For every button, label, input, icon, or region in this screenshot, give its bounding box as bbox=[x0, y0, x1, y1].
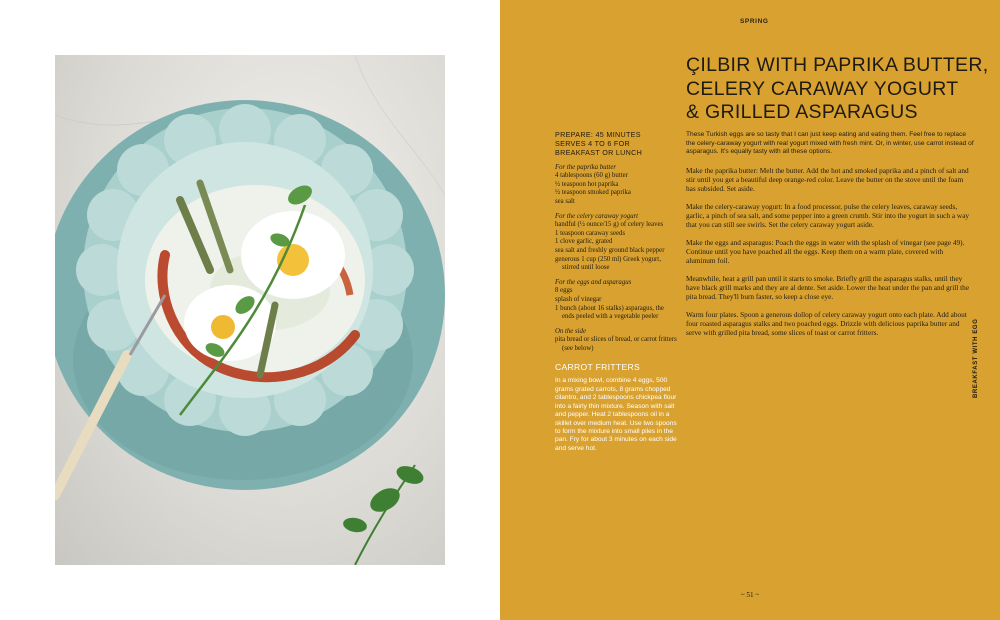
chapter-side-tab: BREAKFAST WITH EGG bbox=[973, 318, 979, 398]
method-step: Make the celery-caraway yogurt: In a food processor, pulse the celery leaves, caraway seeds, garlic, a pinch of sea salt, and some pepper into a green crumb. Stir into the yogurt in such a way that you can still see swirls. Set the celery caraway yogurt aside. bbox=[686, 202, 970, 230]
ingredients-sidebar bbox=[555, 130, 677, 453]
prepare-time: PREPARE: 45 MINUTES bbox=[555, 130, 641, 139]
ingredient-heading: For the celery caraway yogurt bbox=[555, 212, 639, 220]
ingredient-item: 1 bunch (about 16 stalks) asparagus, the ends peeled with a vegetable peeler bbox=[555, 304, 664, 321]
ingredient-item: sea salt and freshly ground black pepper bbox=[555, 246, 665, 254]
page-number: ~ 51 ~ bbox=[740, 591, 760, 599]
ingredient-item: pita bread or slices of bread, or carrot fritters (see below) bbox=[555, 336, 677, 352]
ingredient-item: splash of vinegar bbox=[555, 295, 602, 303]
ingredient-heading: For the eggs and asparagus bbox=[555, 278, 632, 286]
method-step: Make the eggs and asparagus: Poach the eggs in water with the splash of vinegar (see page 49). Continue until you have poached all the eggs. Keep them on a warm plate, covered with aluminum foil. bbox=[686, 238, 965, 266]
ingredient-item: 4 tablespoons (60 g) butter bbox=[555, 172, 628, 180]
ingredient-item: 8 eggs bbox=[555, 287, 573, 295]
method-step: Warm four plates. Spoon a generous dollop of celery caraway yogurt onto each plate. Add about four roasted asparagus stalks and two poached eggs. Drizzle with delicious paprika butter and serve with grilled pita bread, some slices of toast or carrot fritters. bbox=[686, 310, 967, 338]
title-line: CELERY CARAWAY YOGURT bbox=[686, 77, 959, 100]
recipe-meta bbox=[555, 130, 677, 158]
method-column bbox=[686, 131, 974, 346]
recipe-title bbox=[686, 54, 989, 125]
method-step: Meanwhile, heat a grill pan until it starts to smoke. Briefly grill the asparagus stalks, until they have black grill marks and they are al dente. Set aside. Lower the heat under the pan and grill the pita bread. They'll burn faster, so keep a close eye. bbox=[686, 274, 970, 302]
title-line: ÇILBIR WITH PAPRIKA BUTTER, bbox=[686, 54, 989, 76]
carrot-fritters-text: In a mixing bowl, combine 4 eggs, 500 grams grated carrots, 8 grams chopped cilantro, and 2 tablespoons chickpea flour into a fairly thin mixture. Season with salt and pepper. Heat 2 tablespoons oil in a skillet over medium heat. Use two spoons to form the mixture into small piles in the pan. Fry for about 3 minutes on each side and serve hot. bbox=[555, 377, 677, 452]
method-step: Make the paprika butter: Melt the butter. Add the hot and smoked paprika and a pinch of salt and stir until you get a beautiful deep orange-red color. Leave the butter on the stove until the foam has subsided. Set aside. bbox=[686, 166, 969, 194]
ingredient-item: ½ teaspoon smoked paprika bbox=[555, 189, 631, 197]
food-photo bbox=[55, 55, 445, 565]
ingredient-item: generous 1 cup (250 ml) Greek yogurt, stirred until loose bbox=[555, 255, 661, 272]
right-page bbox=[500, 0, 1000, 620]
ingredient-item: handful (½ ounce/15 g) of celery leaves bbox=[555, 221, 664, 229]
serves-info: SERVES 4 TO 6 FOR BREAKFAST OR LUNCH bbox=[555, 139, 643, 158]
ingredient-item: 1 clove garlic, grated bbox=[555, 238, 613, 246]
food-photo-illustration bbox=[55, 55, 445, 565]
ingredient-item: ½ teaspoon hot paprika bbox=[555, 180, 619, 188]
ingredient-item: 1 teaspoon caraway seeds bbox=[555, 229, 626, 237]
intro-text: These Turkish eggs are so tasty that I can just keep eating and eating them. Feel free to replace the celery-caraway yogurt with real yogurt mixed with fresh mint. Or, in winter, use carrot instead of asparagus. It's equally tasty with all these options. bbox=[686, 131, 974, 156]
section-label: SPRING bbox=[740, 18, 769, 25]
ingredient-heading: On the side bbox=[555, 327, 586, 335]
ingredient-heading: For the paprika butter bbox=[555, 163, 616, 171]
carrot-fritters-heading: CARROT FRITTERS bbox=[555, 362, 641, 373]
title-line: & GRILLED ASPARAGUS bbox=[686, 101, 918, 123]
ingredient-item: sea salt bbox=[555, 197, 575, 205]
